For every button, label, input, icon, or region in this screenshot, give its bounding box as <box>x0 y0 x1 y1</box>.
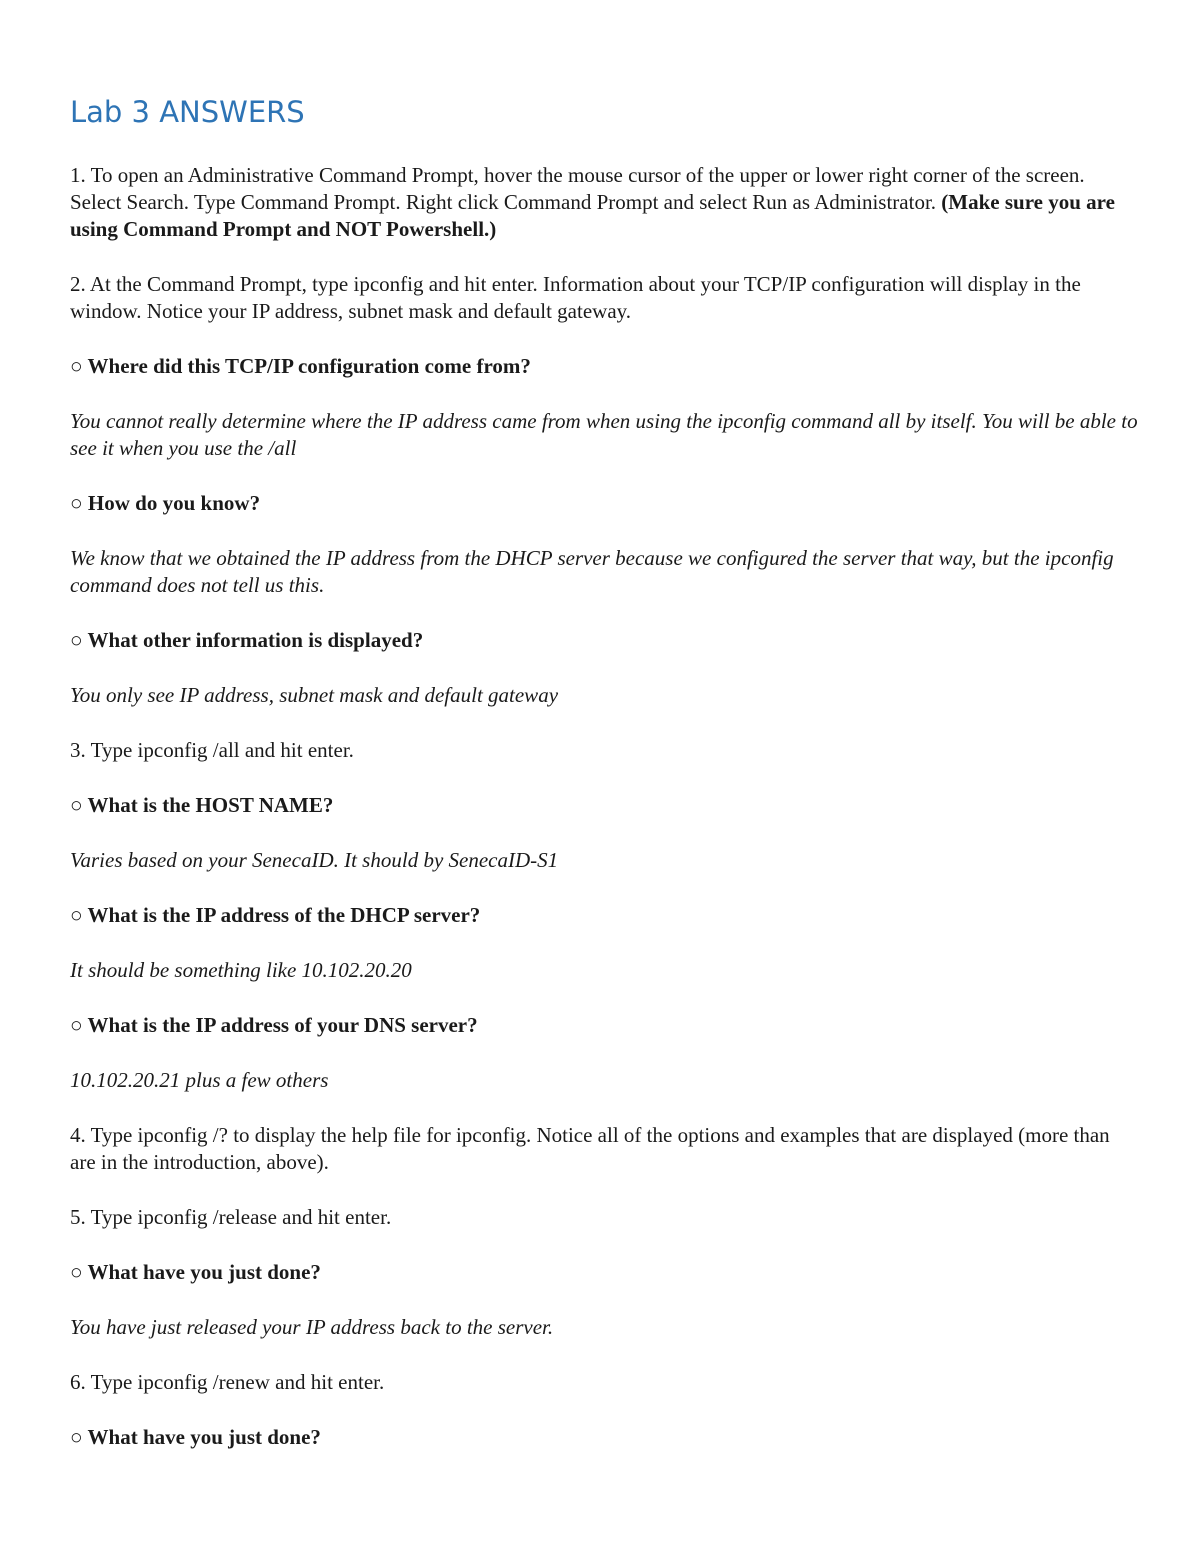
question-dns-ip: ○ What is the IP address of your DNS server? <box>70 1013 478 1037</box>
question-how-know: ○ How do you know? <box>70 491 261 515</box>
step-1-text: 1. To open an Administrative Command Prompt, hover the mouse cursor of the upper or lower right corner of the screen. Select Search. Type Command Prompt. Right click Command Prompt and select Run as Administrator. <box>70 163 1085 214</box>
question-dhcp-ip: ○ What is the IP address of the DHCP server? <box>70 903 481 927</box>
answer-how-know: We know that we obtained the IP address from the DHCP server because we configured the server that way, but the ipconfig command does not tell us this. <box>70 546 1114 597</box>
document-title: Lab 3 ANSWERS <box>70 95 305 129</box>
question-other-info: ○ What other information is displayed? <box>70 628 424 652</box>
question-renew-done: ○ What have you just done? <box>70 1425 321 1449</box>
question-tcpip-source: ○ Where did this TCP/IP configuration come from? <box>70 354 531 378</box>
step-1 <box>70 162 1140 243</box>
step-5: 5. Type ipconfig /release and hit enter. <box>70 1205 392 1229</box>
answer-host-name: Varies based on your SenecaID. It should by SenecaID-S1 <box>70 848 559 872</box>
answer-release-done: You have just released your IP address back to the server. <box>70 1315 554 1339</box>
answer-tcpip-source: You cannot really determine where the IP address came from when using the ipconfig command all by itself. You will be able to see it when you use the /all <box>70 409 1138 460</box>
question-host-name: ○ What is the HOST NAME? <box>70 793 334 817</box>
answer-other-info: You only see IP address, subnet mask and default gateway <box>70 683 559 707</box>
answer-dhcp-ip: It should be something like 10.102.20.20 <box>70 958 412 982</box>
question-release-done: ○ What have you just done? <box>70 1260 321 1284</box>
step-4: 4. Type ipconfig /? to display the help file for ipconfig. Notice all of the options and examples that are displayed (more than are in the introduction, above). <box>70 1123 1110 1174</box>
step-6: 6. Type ipconfig /renew and hit enter. <box>70 1370 385 1394</box>
step-2: 2. At the Command Prompt, type ipconfig and hit enter. Information about your TCP/IP configuration will display in the window. Notice your IP address, subnet mask and default gateway. <box>70 272 1081 323</box>
step-1-warning: (Make sure you are using Command Prompt and NOT Powershell.) <box>70 190 1115 241</box>
step-3: 3. Type ipconfig /all and hit enter. <box>70 738 354 762</box>
answer-dns-ip: 10.102.20.21 plus a few others <box>70 1068 329 1092</box>
document-body <box>70 92 1140 1479</box>
